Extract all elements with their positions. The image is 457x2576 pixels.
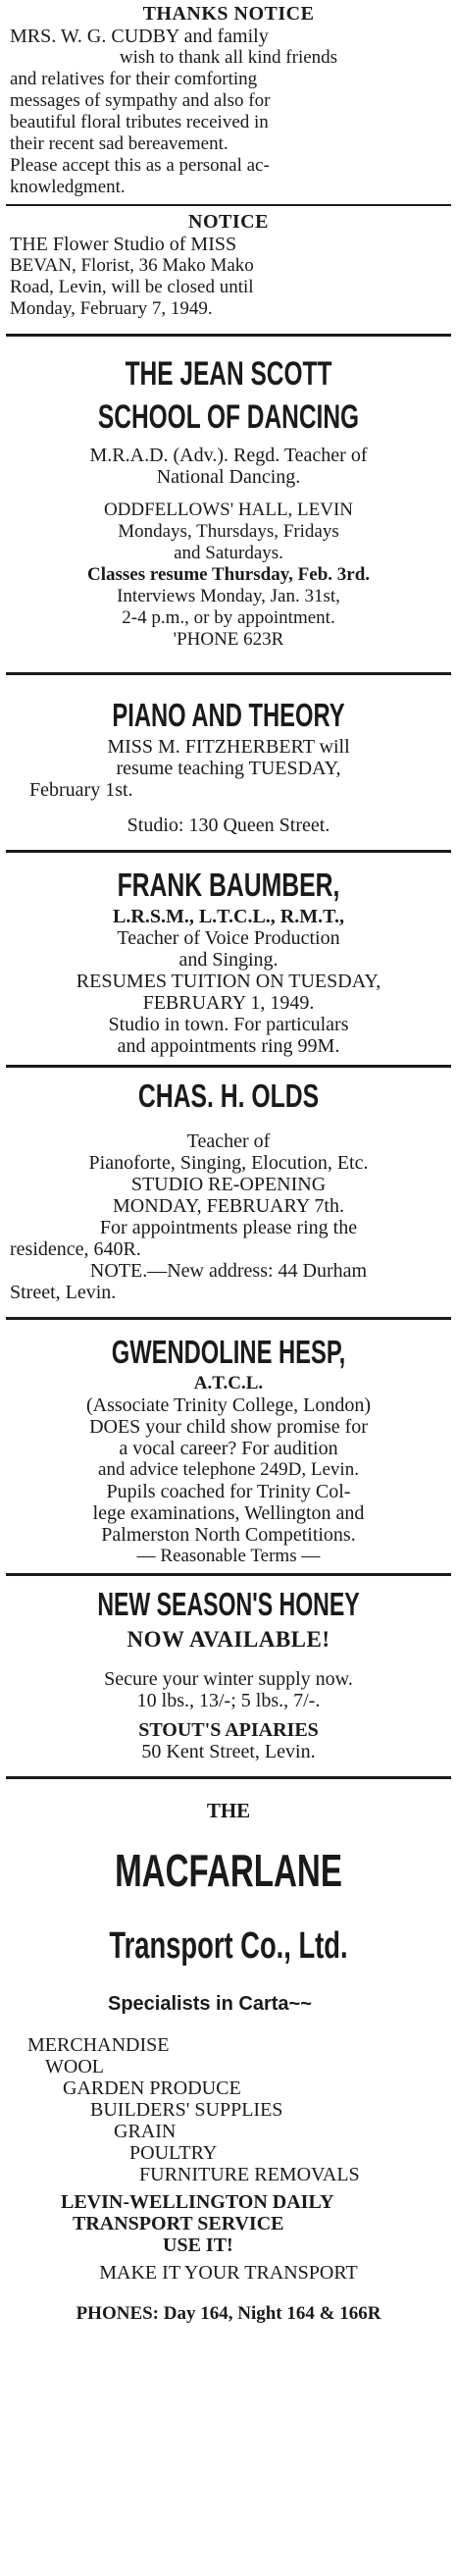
divider (6, 850, 451, 853)
divider (6, 1776, 451, 1779)
honey-line: 10 lbs., 13/-; 5 lbs., 7/-. (136, 1690, 321, 1711)
macfarlane-service: GRAIN (114, 2121, 177, 2142)
thanks-notice-line: beautiful floral tributes received in (10, 112, 269, 132)
macfarlane-service: MERCHANDISE (27, 2034, 170, 2056)
thanks-notice-line: and relatives for their comforting (10, 69, 258, 89)
chas-olds-line: STUDIO RE-OPENING (130, 1174, 327, 1195)
newspaper-column (6, 0, 451, 2325)
gwendoline-hesp-line: Pupils coached for Trinity Col- (106, 1481, 351, 1502)
jean-scott-qualification: National Dancing. (156, 466, 301, 488)
flower-studio-notice (6, 210, 451, 320)
thanks-notice (6, 0, 451, 198)
thanks-notice-heading: THANKS NOTICE (142, 3, 315, 25)
gwendoline-hesp-line: (Associate Trinity College, London) (86, 1394, 371, 1416)
flower-notice-line: Road, Levin, will be closed until (10, 277, 254, 297)
thanks-notice-line: knowledgment. (10, 177, 126, 197)
macfarlane-service: POULTRY (129, 2142, 218, 2164)
honey-address: 50 Kent Street, Levin. (141, 1741, 316, 1762)
thanks-notice-line: MRS. W. G. CUDBY and family (10, 26, 269, 47)
honey-business: STOUT'S APIARIES (138, 1719, 319, 1741)
piano-theory-line: resume teaching TUESDAY, (116, 758, 341, 779)
macfarlane-service: GARDEN PRODUCE (63, 2077, 241, 2099)
gwendoline-hesp-title: GWENDOLINE HESP, (111, 1334, 346, 1370)
piano-theory-line: MISS M. FITZHERBERT will (107, 736, 350, 758)
flower-notice-heading: NOTICE (188, 211, 269, 233)
macfarlane-specialists: Specialists in Carta~~ (108, 1993, 312, 2015)
piano-theory-ad (6, 695, 451, 836)
macfarlane-name: MACFARLANE (115, 1845, 342, 1896)
honey-title: NEW SEASON'S HONEY (97, 1586, 360, 1622)
jean-scott-title: THE JEAN SCOTT (125, 355, 332, 393)
chas-olds-line: Street, Levin. (10, 1282, 117, 1303)
jean-scott-phone: 'PHONE 623R (173, 629, 284, 650)
macfarlane-service: WOOL (45, 2056, 104, 2077)
macfarlane-daily-service: TRANSPORT SERVICE (73, 2213, 284, 2234)
frank-baumber-line: Studio in town. For particulars (108, 1014, 349, 1035)
gwendoline-hesp-line: a vocal career? For audition (119, 1438, 338, 1459)
jean-scott-qualification: M.R.A.D. (Adv.). Regd. Teacher of (89, 445, 368, 466)
jean-scott-ad (6, 352, 451, 651)
chas-olds-line: residence, 640R. (10, 1238, 141, 1260)
frank-baumber-line: Teacher of Voice Production (117, 927, 340, 949)
macfarlane-the: THE (206, 1799, 251, 1822)
divider (6, 204, 451, 206)
thanks-notice-line: messages of sympathy and also for (10, 90, 271, 111)
chas-olds-line: NOTE.—New address: 44 Durham (89, 1260, 368, 1282)
honey-ad (6, 1584, 451, 1762)
flower-notice-line: BEVAN, Florist, 36 Mako Mako (10, 255, 254, 276)
macfarlane-service: BUILDERS' SUPPLIES (90, 2099, 283, 2121)
frank-baumber-line: RESUMES TUITION ON TUESDAY, (76, 971, 381, 992)
chas-olds-line: Teacher of (186, 1130, 271, 1152)
piano-theory-line: February 1st. (29, 779, 133, 801)
frank-baumber-line: and Singing. (178, 949, 279, 971)
macfarlane-use-it: USE IT! (163, 2234, 233, 2256)
jean-scott-interviews: Interviews Monday, Jan. 31st, (117, 586, 340, 606)
divider (6, 1065, 451, 1068)
chas-olds-title: CHAS. H. OLDS (137, 1078, 320, 1114)
thanks-notice-line: their recent sad bereavement. (10, 133, 228, 154)
macfarlane-ad (6, 1797, 451, 2325)
jean-scott-days: and Saturdays. (174, 543, 283, 563)
honey-subtitle: NOW AVAILABLE! (127, 1627, 330, 1652)
jean-scott-days: Mondays, Thursdays, Fridays (118, 521, 339, 542)
jean-scott-subtitle: SCHOOL OF DANCING (97, 398, 360, 436)
frank-baumber-line: and appointments ring 99M. (117, 1035, 340, 1057)
macfarlane-service: FURNITURE REMOVALS (139, 2164, 360, 2185)
flower-notice-line: Monday, February 7, 1949. (10, 298, 213, 319)
gwendoline-hesp-line: Palmerston North Competitions. (101, 1524, 356, 1546)
jean-scott-interviews: 2-4 p.m., or by appointment. (122, 607, 335, 628)
divider (6, 672, 451, 675)
gwendoline-hesp-ad (6, 1332, 451, 1567)
frank-baumber-title: FRANK BAUMBER, (117, 867, 340, 903)
chas-olds-line: MONDAY, FEBRUARY 7th. (113, 1195, 344, 1217)
macfarlane-daily-service: LEVIN-WELLINGTON DAILY (61, 2191, 334, 2213)
thanks-notice-line: wish to thank all kind friends (119, 47, 338, 68)
piano-theory-studio: Studio: 130 Queen Street. (127, 815, 330, 836)
divider (6, 1573, 451, 1576)
chas-olds-line: For appointments please ring the (99, 1217, 358, 1238)
jean-scott-venue: ODDFELLOWS' HALL, LEVIN (103, 499, 354, 520)
flower-notice-line: THE Flower Studio of MISS (10, 234, 237, 255)
macfarlane-phones: PHONES: Day 164, Night 164 & 166R (76, 2303, 381, 2324)
divider (6, 334, 451, 337)
gwendoline-hesp-line: and advice telephone 249D, Levin. (98, 1459, 359, 1480)
honey-line: Secure your winter supply now. (104, 1668, 353, 1690)
piano-theory-title: PIANO AND THEORY (112, 697, 345, 733)
chas-olds-ad (6, 1076, 451, 1303)
jean-scott-resume: Classes resume Thursday, Feb. 3rd. (86, 564, 371, 585)
chas-olds-line: Pianoforte, Singing, Elocution, Etc. (88, 1152, 369, 1174)
gwendoline-hesp-line: lege examinations, Wellington and (92, 1502, 365, 1524)
macfarlane-make-it: MAKE IT YOUR TRANSPORT (99, 2262, 358, 2284)
thanks-notice-line: Please accept this as a personal ac- (10, 155, 270, 176)
frank-baumber-line: FEBRUARY 1, 1949. (142, 992, 315, 1014)
macfarlane-company: Transport Co., Ltd. (109, 1925, 348, 1967)
gwendoline-hesp-qualifications: A.T.C.L. (193, 1373, 264, 1393)
frank-baumber-qualifications: L.R.S.M., L.T.C.L., R.M.T., (113, 906, 344, 927)
divider (6, 1317, 451, 1320)
frank-baumber-ad (6, 865, 451, 1057)
gwendoline-hesp-line: DOES your child show promise for (89, 1416, 368, 1438)
gwendoline-hesp-terms: — Reasonable Terms — (136, 1546, 321, 1566)
